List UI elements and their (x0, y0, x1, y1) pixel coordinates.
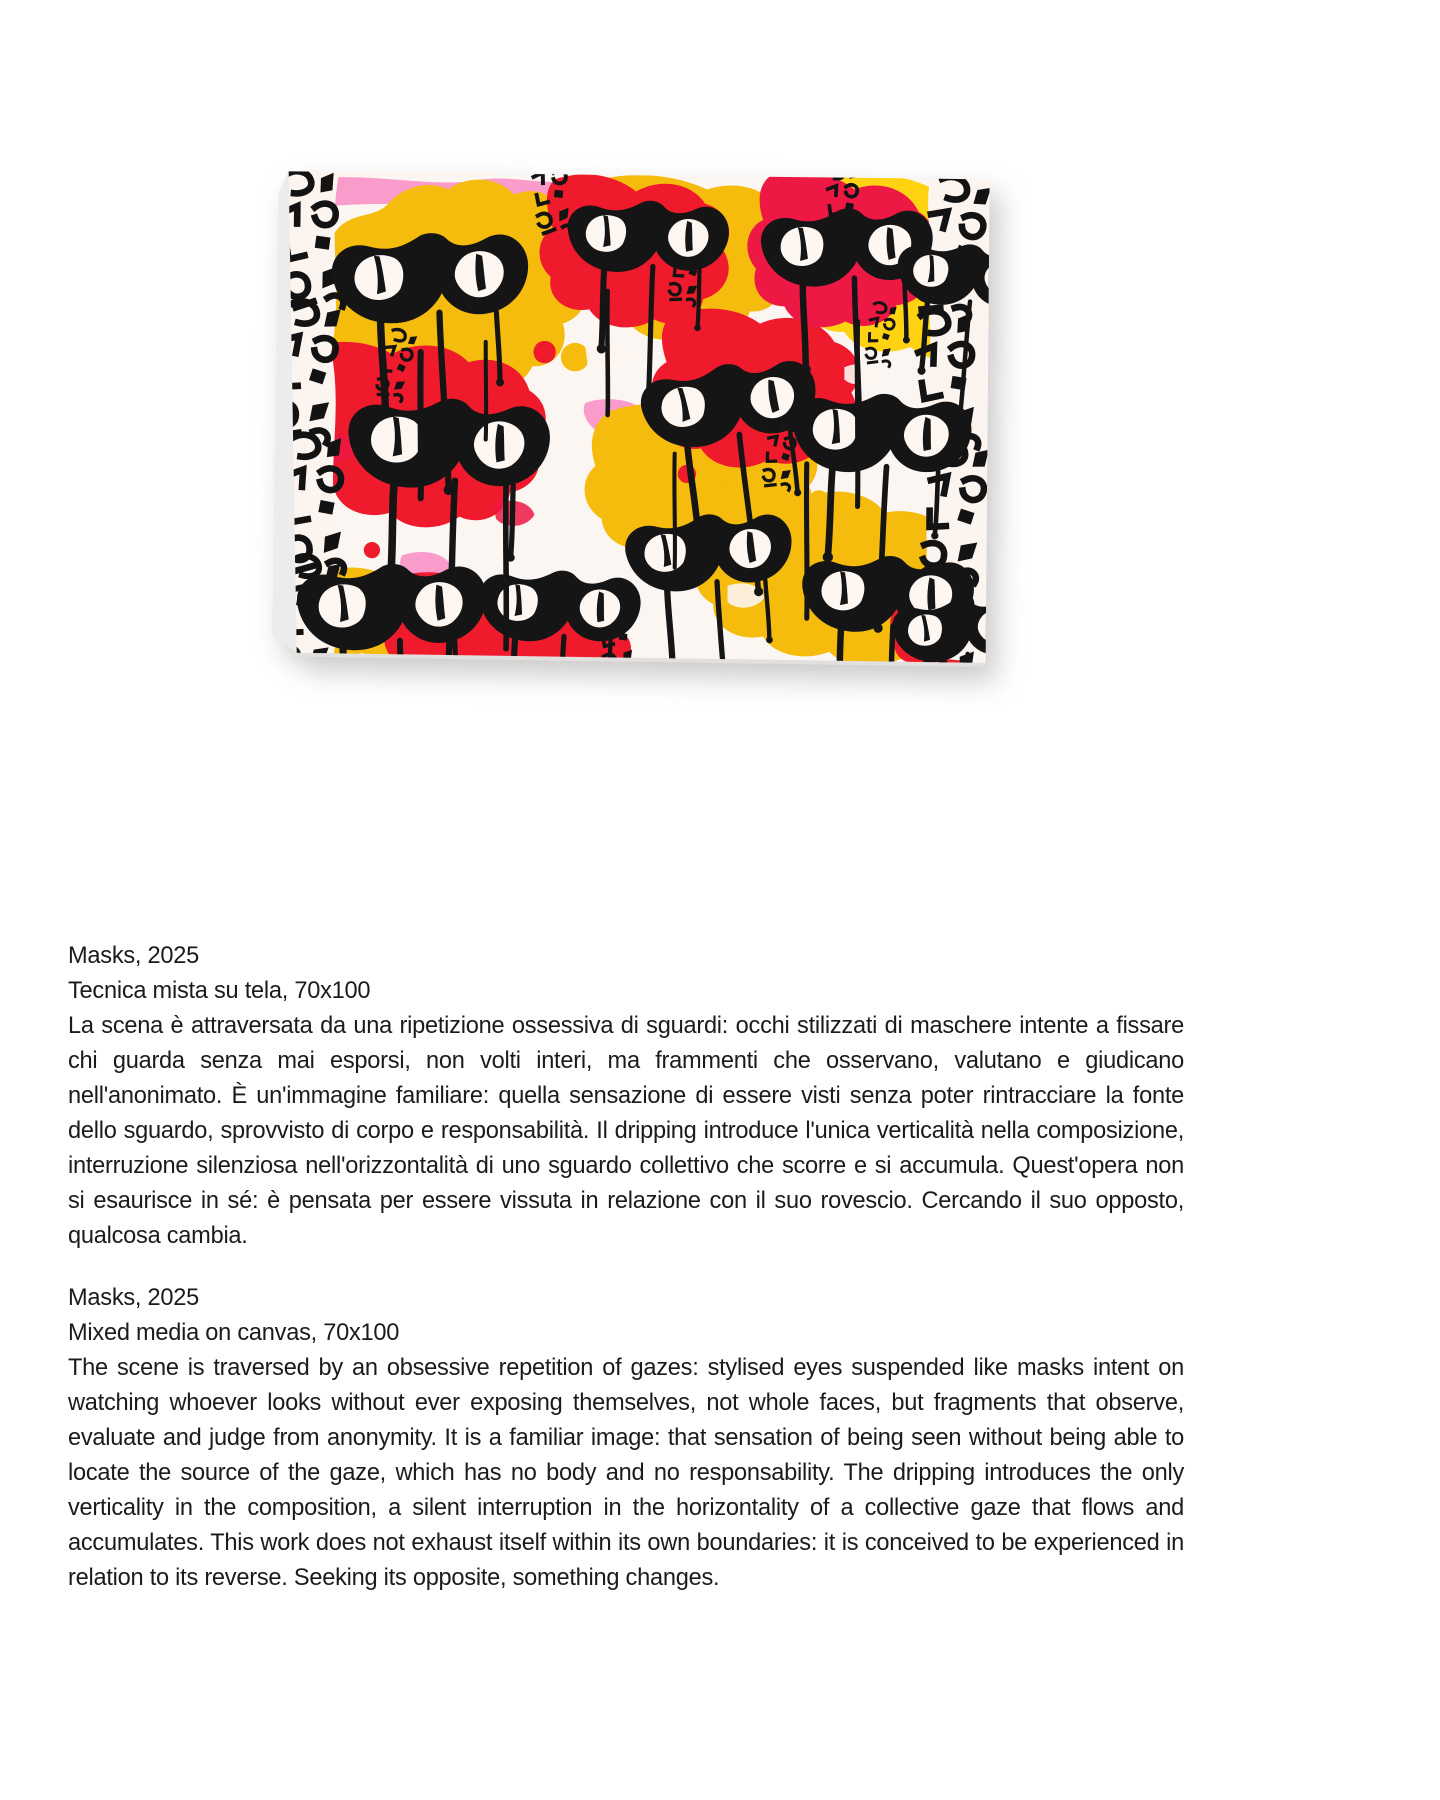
artwork-image (250, 146, 1012, 680)
artwork-medium-it: Tecnica mista su tela, 70x100 (68, 978, 371, 1004)
artwork-description-it: La scena è attraversata da una ripetizione ossessiva di sguardi: occhi stilizzati di maschere intente a fissare chi guarda senza mai esporsi, non volti interi, ma frammenti che osservano, valutano e giudicano nell'anonimato. È un'immagine familiare: quella sensazione di essere visti senza poter rintracciare la fonte dello sguardo, sprovvisto di corpo e responsabilità. Il dripping introduce l'unica verticalità nella composizione, interruzione silenziosa nell'orizzontalità di uno sguardo collettivo che scorre e si accumula. Quest'opera non si esaurisce in sé: è pensata per essere vissuta in relazione con il suo rovescio. Cercando il suo opposto, qualcosa cambia. (68, 1013, 1184, 1249)
artwork-medium-en: Mixed media on canvas, 70x100 (68, 1320, 400, 1346)
caption-english (68, 1281, 1184, 1596)
artwork-title-it: Masks, 2025 (68, 943, 200, 969)
artwork-description-en: The scene is traversed by an obsessive repetition of gazes: stylised eyes suspended like masks intent on watching whoever looks without ever exposing themselves, not whole faces, but fragments that observe, evaluate and judge from anonymity. It is a familiar image: that sensation of being seen without being able to locate the source of the gaze, which has no body and no responsability. The dripping introduces the only verticality in the composition, a silent interruption in the horizontality of a collective gaze that flows and accumulates. This work does not exhaust itself within its own boundaries: it is conceived to be experienced in relation to its reverse. Seeking its opposite, something changes. (68, 1355, 1184, 1591)
artwork-figure (250, 146, 1012, 680)
artwork-title-en: Masks, 2025 (68, 1285, 200, 1311)
caption-italian (68, 939, 1184, 1254)
